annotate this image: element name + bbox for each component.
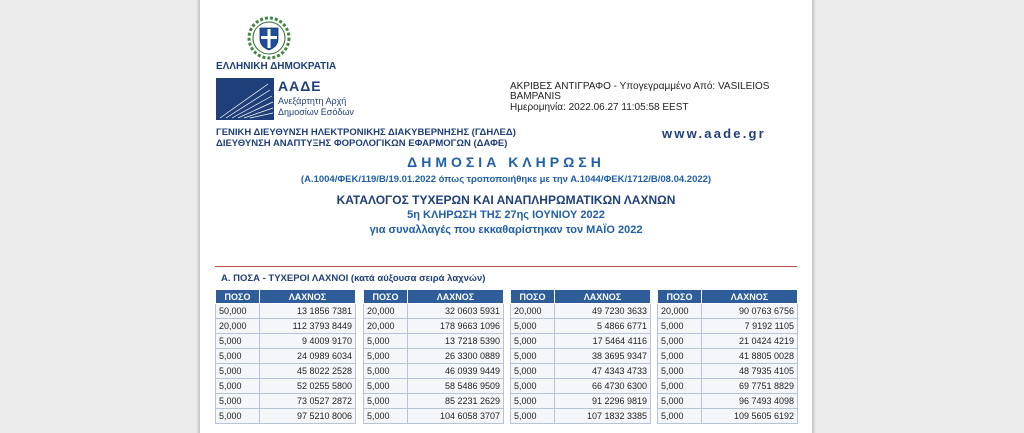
table-row <box>364 319 504 334</box>
winners-table-2 <box>363 289 504 424</box>
table-row <box>216 409 356 424</box>
table-row <box>658 394 798 409</box>
amount-cell: 50,000 <box>216 304 260 319</box>
amount-cell: 20,000 <box>364 304 408 319</box>
directorate-general: ΓΕΝΙΚΗ ΔΙΕΥΘΥΝΣΗ ΗΛΕΚΤΡΟΝΙΚΗΣ ΔΙΑΚΥΒΕΡΝΗΣΗΣ (ΓΔΗΛΕΔ) <box>216 127 516 138</box>
amount-cell: 5,000 <box>658 319 702 334</box>
table-row <box>658 319 798 334</box>
table-row <box>658 304 798 319</box>
amount-cell: 5,000 <box>216 379 260 394</box>
amount-cell: 5,000 <box>658 379 702 394</box>
ticket-cell: 48 7935 4105 <box>702 364 798 379</box>
table-row <box>511 364 651 379</box>
ticket-cell: 13 1856 7381 <box>260 304 356 319</box>
amount-cell: 5,000 <box>658 364 702 379</box>
authority-name: ΑΑΔΕ <box>278 78 322 94</box>
amount-cell: 5,000 <box>511 319 555 334</box>
amount-cell: 5,000 <box>511 364 555 379</box>
column-header-amount: ΠΟΣΟ <box>658 290 702 304</box>
table-row <box>216 394 356 409</box>
table-row <box>364 304 504 319</box>
ticket-cell: 24 0989 6034 <box>260 349 356 364</box>
table-row <box>216 304 356 319</box>
ticket-cell: 107 1832 3385 <box>555 409 651 424</box>
signature-line-2: BAMPANIS <box>510 91 561 102</box>
amount-cell: 5,000 <box>364 364 408 379</box>
table-row <box>364 349 504 364</box>
table-row <box>511 394 651 409</box>
amount-cell: 5,000 <box>511 379 555 394</box>
ticket-cell: 47 4343 4733 <box>555 364 651 379</box>
table-row <box>511 409 651 424</box>
amount-cell: 20,000 <box>216 319 260 334</box>
column-header-amount: ΠΟΣΟ <box>364 290 408 304</box>
ticket-cell: 13 7218 5390 <box>408 334 504 349</box>
table-row <box>216 364 356 379</box>
table-row <box>511 334 651 349</box>
table-row <box>658 364 798 379</box>
ticket-cell: 21 0424 4219 <box>702 334 798 349</box>
amount-cell: 5,000 <box>364 394 408 409</box>
ticket-cell: 178 9663 1096 <box>408 319 504 334</box>
table-row <box>216 334 356 349</box>
table-row <box>511 304 651 319</box>
ticket-cell: 58 5486 9509 <box>408 379 504 394</box>
ticket-cell: 26 3300 0889 <box>408 349 504 364</box>
table-row <box>364 394 504 409</box>
ticket-cell: 9 4009 9170 <box>260 334 356 349</box>
website-link[interactable]: www.aade.gr <box>662 126 766 141</box>
ticket-cell: 46 0939 9449 <box>408 364 504 379</box>
column-header-amount: ΠΟΣΟ <box>511 290 555 304</box>
amount-cell: 5,000 <box>216 394 260 409</box>
catalog-title: ΚΑΤΑΛΟΓΟΣ ΤΥΧΕΡΩΝ ΚΑΙ ΑΝΑΠΛΗΡΩΜΑΤΙΚΩΝ ΛΑΧΝΩΝ <box>336 193 676 207</box>
ticket-cell: 96 7493 4098 <box>702 394 798 409</box>
table-row <box>216 349 356 364</box>
document-title: ΔΗΜΟΣΙΑ ΚΛΗΡΩΣΗ <box>407 154 605 170</box>
table-row <box>658 409 798 424</box>
table-row <box>658 379 798 394</box>
ticket-cell: 91 2296 9819 <box>555 394 651 409</box>
authority-subtitle-2: Δημοσίων Εσόδων <box>278 107 354 117</box>
table-row <box>511 319 651 334</box>
table-row <box>364 364 504 379</box>
ticket-cell: 38 3695 9347 <box>555 349 651 364</box>
winners-table-3 <box>510 289 651 424</box>
aade-logo-icon <box>216 78 274 120</box>
table-row <box>511 379 651 394</box>
ticket-cell: 112 3793 8449 <box>260 319 356 334</box>
draw-title: 5η ΚΛΗΡΩΣΗ ΤΗΣ 27ης ΙΟΥΝΙΟΥ 2022 <box>407 209 605 221</box>
ticket-cell: 66 4730 6300 <box>555 379 651 394</box>
directorate-applications: ΔΙΕΥΘΥΝΣΗ ΑΝΑΠΤΥΞΗΣ ΦΟΡΟΛΟΓΙΚΩΝ ΕΦΑΡΜΟΓΩΝ (ΔΑΦΕ) <box>216 138 508 149</box>
period-subtitle: για συναλλαγές που εκκαθαρίστηκαν τον ΜΑΪΟ 2022 <box>369 224 643 236</box>
amount-cell: 5,000 <box>364 349 408 364</box>
amount-cell: 5,000 <box>658 334 702 349</box>
signature-date: Ημερομηνία: 2022.06.27 11:05:58 EEST <box>510 102 689 113</box>
amount-cell: 5,000 <box>364 409 408 424</box>
section-divider <box>215 266 797 267</box>
ticket-cell: 52 0255 5800 <box>260 379 356 394</box>
authority-subtitle-1: Ανεξάρτητη Αρχή <box>278 96 347 106</box>
table-row <box>658 334 798 349</box>
amount-cell: 5,000 <box>658 349 702 364</box>
table-row <box>658 349 798 364</box>
ticket-cell: 73 0527 2872 <box>260 394 356 409</box>
ticket-cell: 104 6058 3707 <box>408 409 504 424</box>
ticket-cell: 32 0603 5931 <box>408 304 504 319</box>
column-header-amount: ΠΟΣΟ <box>216 290 260 304</box>
amount-cell: 5,000 <box>216 409 260 424</box>
signature-line-1: ΑΚΡΙΒΕΣ ΑΝΤΙΓΡΑΦΟ - Υπογεγραμμένο Από: VASILEIOS <box>510 81 770 92</box>
ticket-cell: 109 5605 6192 <box>702 409 798 424</box>
amount-cell: 5,000 <box>511 334 555 349</box>
regulation-reference: (Α.1004/ΦΕΚ/119/Β/19.01.2022 όπως τροποποιήθηκε με την Α.1044/ΦΕΚ/1712/Β/08.04.2022) <box>300 174 712 185</box>
table-row <box>216 319 356 334</box>
amount-cell: 5,000 <box>511 409 555 424</box>
amount-cell: 5,000 <box>216 334 260 349</box>
ticket-cell: 7 9192 1105 <box>702 319 798 334</box>
section-title: Α. ΠΟΣΑ - ΤΥΧΕΡΟΙ ΛΑΧΝΟΙ (κατά αύξουσα σειρά λαχνών) <box>221 273 486 284</box>
table-row <box>364 409 504 424</box>
amount-cell: 5,000 <box>511 394 555 409</box>
column-header-ticket: ΛΑΧΝΟΣ <box>260 290 356 304</box>
amount-cell: 20,000 <box>511 304 555 319</box>
column-header-ticket: ΛΑΧΝΟΣ <box>408 290 504 304</box>
ticket-cell: 97 5210 8006 <box>260 409 356 424</box>
amount-cell: 5,000 <box>216 364 260 379</box>
ticket-cell: 85 2231 2629 <box>408 394 504 409</box>
ticket-cell: 17 5464 4116 <box>555 334 651 349</box>
amount-cell: 5,000 <box>364 334 408 349</box>
ticket-cell: 90 0763 6756 <box>702 304 798 319</box>
page-shadow-right <box>812 0 816 433</box>
ticket-cell: 41 8805 0028 <box>702 349 798 364</box>
greek-state-seal-icon <box>247 16 291 60</box>
amount-cell: 5,000 <box>511 349 555 364</box>
ticket-cell: 5 4866 6771 <box>555 319 651 334</box>
ticket-cell: 49 7230 3633 <box>555 304 651 319</box>
table-row <box>216 379 356 394</box>
column-header-ticket: ΛΑΧΝΟΣ <box>555 290 651 304</box>
table-row <box>364 334 504 349</box>
table-row <box>511 349 651 364</box>
ticket-cell: 69 7751 8829 <box>702 379 798 394</box>
column-header-ticket: ΛΑΧΝΟΣ <box>702 290 798 304</box>
republic-label: ΕΛΛΗΝΙΚΗ ΔΗΜΟΚΡΑΤΙΑ <box>216 61 337 72</box>
amount-cell: 5,000 <box>216 349 260 364</box>
winners-table-4 <box>657 289 798 424</box>
ticket-cell: 45 8022 2528 <box>260 364 356 379</box>
winners-table-1 <box>215 289 356 424</box>
amount-cell: 20,000 <box>658 304 702 319</box>
amount-cell: 5,000 <box>364 379 408 394</box>
document-page <box>200 0 812 433</box>
table-row <box>364 379 504 394</box>
amount-cell: 20,000 <box>364 319 408 334</box>
amount-cell: 5,000 <box>658 409 702 424</box>
amount-cell: 5,000 <box>658 394 702 409</box>
